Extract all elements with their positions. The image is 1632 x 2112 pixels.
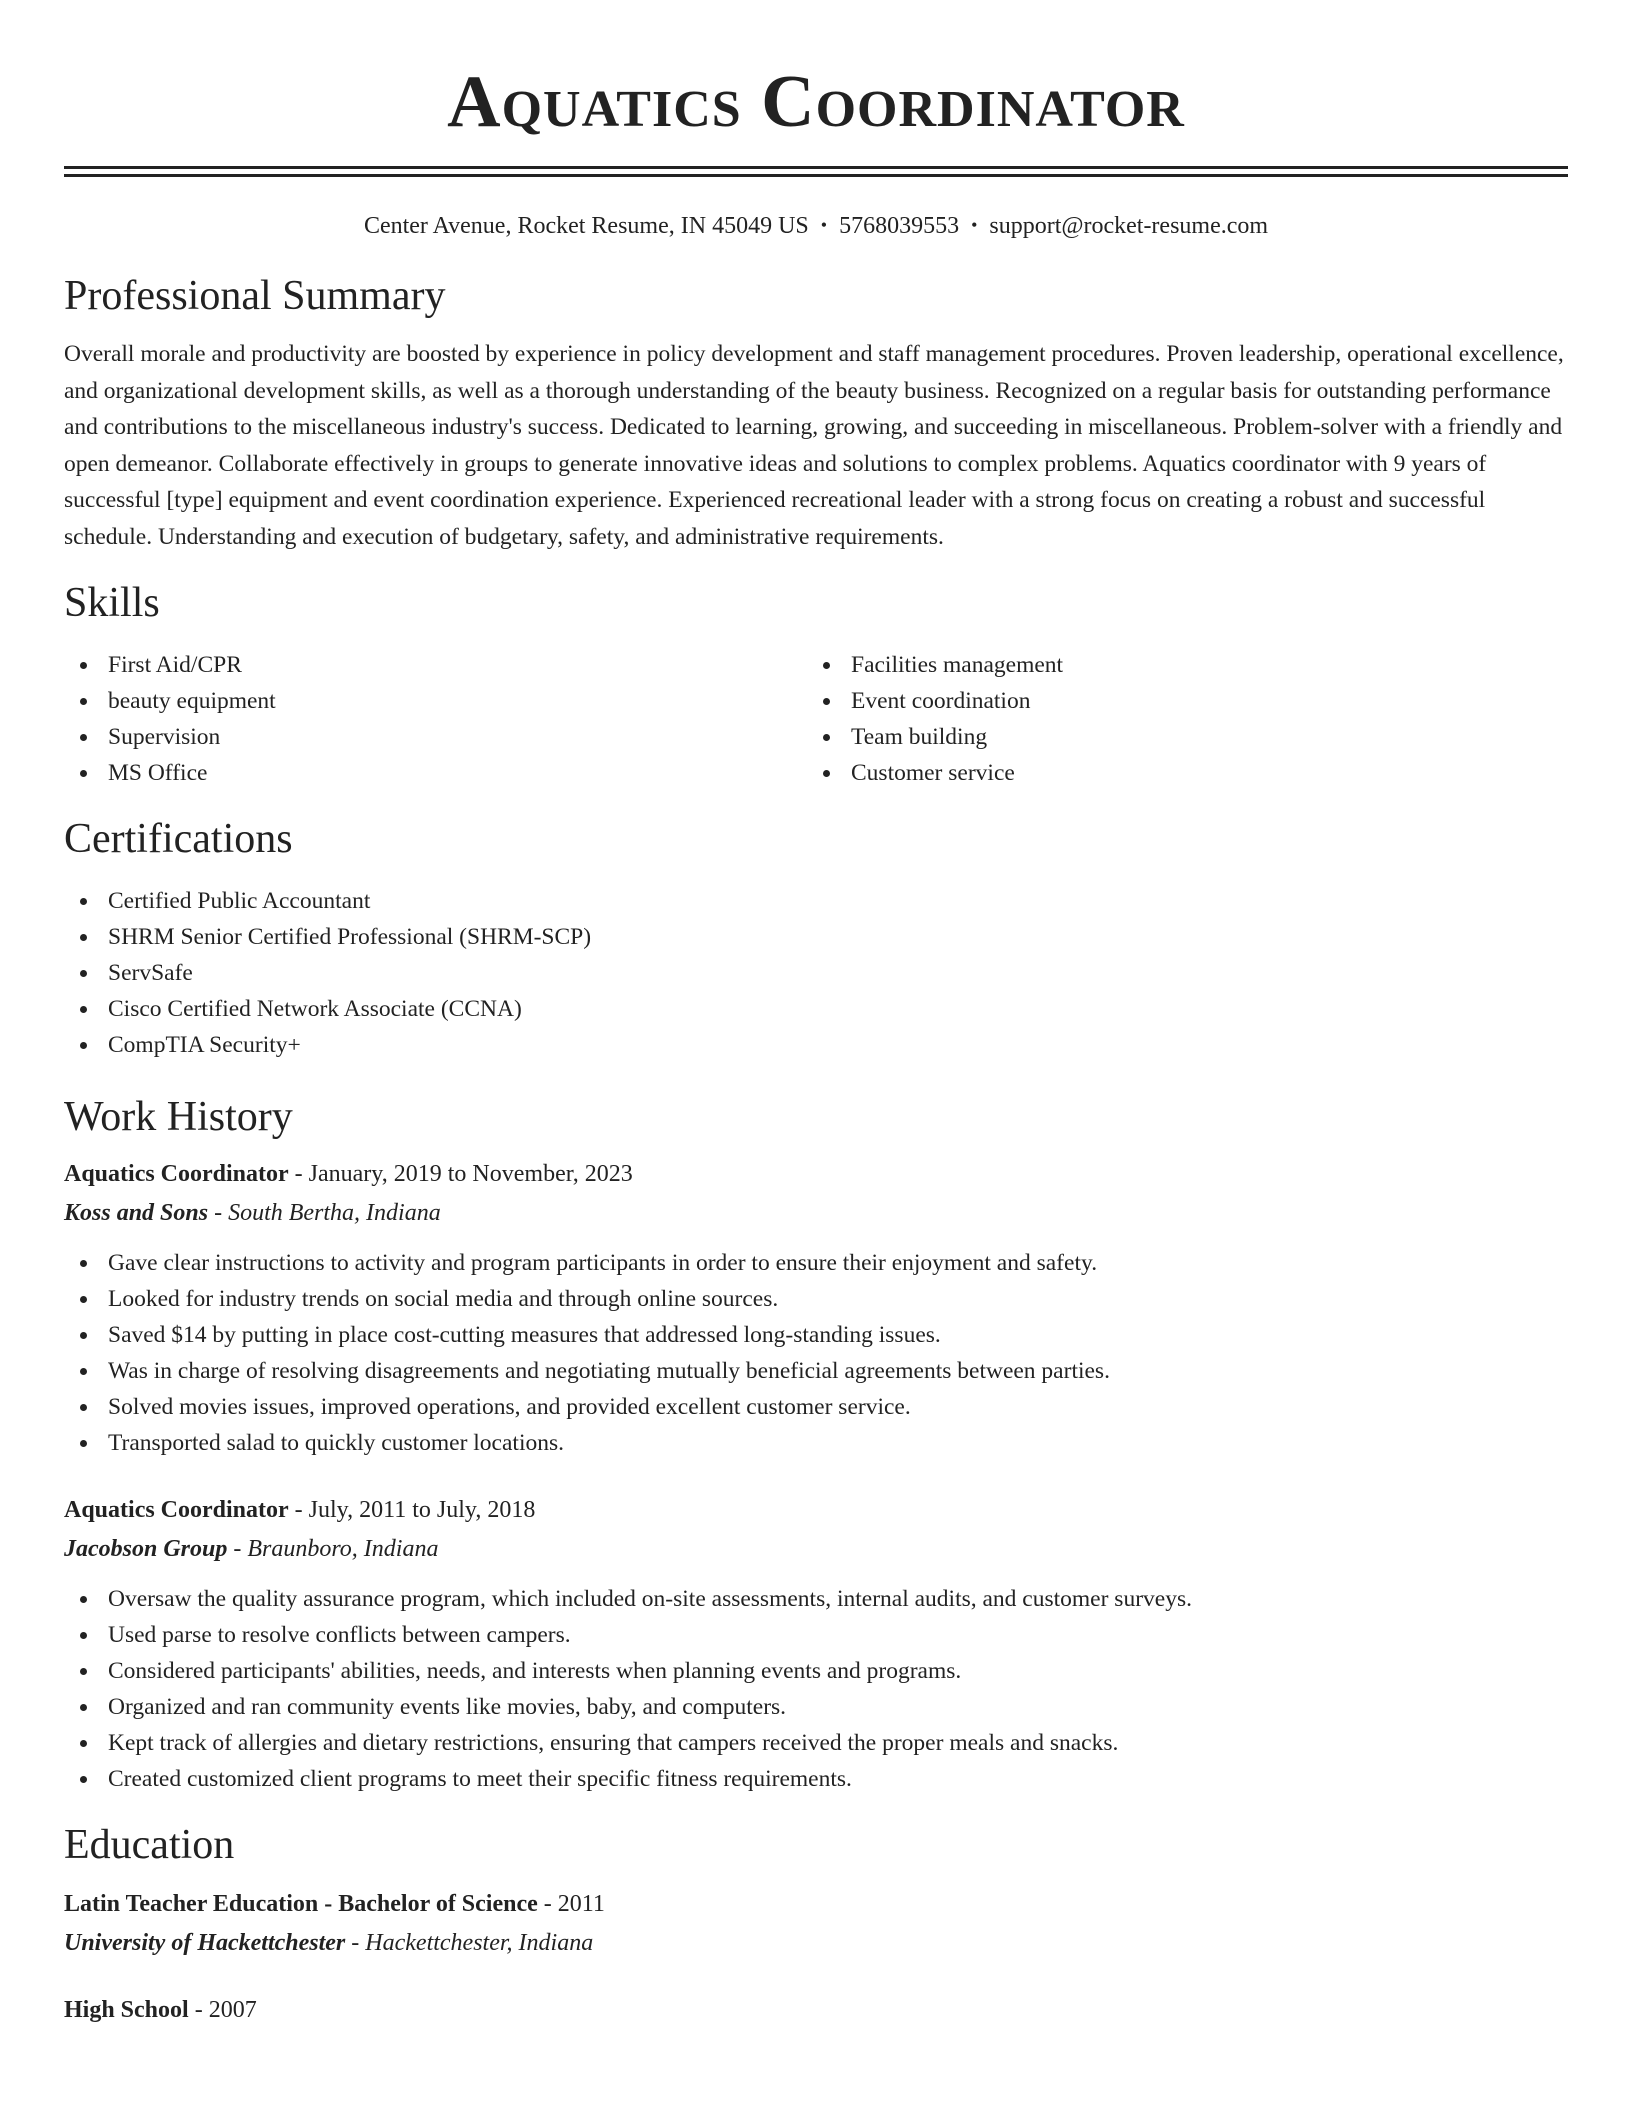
degree-year: - 2011	[537, 1891, 605, 1917]
job-bullet: Used parse to resolve conflicts between campers.	[64, 1617, 1568, 1653]
certifications-heading: Certifications	[64, 816, 293, 862]
degree-year: - 2007	[188, 1997, 257, 2023]
job-bullets	[64, 1245, 1568, 1461]
job-bullet: Kept track of allergies and dietary restrictions, ensuring that campers received the proper meals and snacks.	[64, 1725, 1568, 1761]
certification-item: SHRM Senior Certified Professional (SHRM-SCP)	[64, 919, 1568, 955]
skills-list	[64, 647, 1568, 791]
job-bullet: Organized and ran community events like movies, baby, and computers.	[64, 1689, 1568, 1725]
education-entry	[64, 1991, 1568, 2029]
summary-heading: Professional Summary	[64, 273, 446, 319]
job-bullets	[64, 1581, 1568, 1797]
job-company-line	[64, 1529, 1568, 1569]
certification-item: ServSafe	[64, 955, 1568, 991]
education-entry	[64, 1885, 1568, 1963]
contact-phone: 5768039553	[839, 213, 960, 239]
job-bullet: Considered participants' abilities, needs, and interests when planning events and programs.	[64, 1653, 1568, 1689]
job-bullet: Gave clear instructions to activity and program participants in order to ensure their enjoyment and safety.	[64, 1245, 1568, 1281]
job-bullet: Created customized client programs to meet their specific fitness requirements.	[64, 1761, 1568, 1797]
education-heading: Education	[64, 1822, 235, 1868]
contact-address: Center Avenue, Rocket Resume, IN 45049 US	[363, 213, 809, 239]
certification-item: CompTIA Security+	[64, 1027, 1568, 1063]
summary-text: Overall morale and productivity are boosted by experience in policy development and staff management procedures. Proven leadership, operational excellence, and organizational development skills, as well as a thorough understanding of the beauty business. Recognized on a regular basis for outstanding performance and contributions to the miscellaneous industry's success. Dedicated to learning, growing, and succeeding in miscellaneous. Problem-solver with a friendly and open demeanor. Collaborate effectively in groups to generate innovative ideas and solutions to complex problems. Aquatics coordinator with 9 years of successful [type] equipment and event coordination experience. Experienced recreational leader with a strong focus on creating a robust and successful schedule. Understanding and execution of budgetary, safety, and administrative requirements.	[64, 341, 1564, 550]
skills-heading: Skills	[64, 580, 160, 626]
skill-item: Facilities management	[807, 647, 1568, 683]
skill-item: Supervision	[64, 719, 807, 755]
job-bullet: Saved $14 by putting in place cost-cutting measures that addressed long-standing issues.	[64, 1317, 1568, 1353]
job-title: Aquatics Coordinator	[64, 1497, 289, 1523]
job-bullet: Solved movies issues, improved operations, and provided excellent customer service.	[64, 1389, 1568, 1425]
skills-column-right	[807, 647, 1568, 791]
job-company: Koss and Sons	[64, 1200, 209, 1226]
job-title-line	[64, 1491, 1568, 1529]
skill-item: beauty equipment	[64, 683, 807, 719]
job-dates: - July, 2011 to July, 2018	[288, 1497, 536, 1523]
job-bullet: Was in charge of resolving disagreements and negotiating mutually beneficial agreements between parties.	[64, 1353, 1568, 1389]
skills-column-left	[64, 647, 807, 791]
job-entry	[64, 1491, 1568, 1797]
job-bullet: Looked for industry trends on social media and through online sources.	[64, 1281, 1568, 1317]
certification-item: Cisco Certified Network Associate (CCNA)	[64, 991, 1568, 1027]
job-company-line	[64, 1193, 1568, 1233]
school: University of Hackettchester	[64, 1930, 346, 1956]
skill-item: Event coordination	[807, 683, 1568, 719]
work-history-heading: Work History	[64, 1094, 293, 1140]
contact-separator: •	[820, 215, 828, 235]
job-title-line	[64, 1155, 1568, 1193]
certification-item: Certified Public Accountant	[64, 883, 1568, 919]
skill-item: MS Office	[64, 755, 807, 791]
degree: Latin Teacher Education - Bachelor of Science	[64, 1891, 538, 1917]
title-double-rule	[64, 166, 1568, 177]
school-line	[64, 1923, 1568, 1963]
skill-item: Team building	[807, 719, 1568, 755]
job-entry	[64, 1155, 1568, 1461]
job-location: - Braunboro, Indiana	[227, 1536, 439, 1562]
skill-item: First Aid/CPR	[64, 647, 807, 683]
contact-email: support@rocket-resume.com	[989, 213, 1269, 239]
job-bullet: Oversaw the quality assurance program, which included on-site assessments, internal audits, and customer surveys.	[64, 1581, 1568, 1617]
job-dates: - January, 2019 to November, 2023	[288, 1161, 633, 1187]
contact-line	[64, 209, 1568, 242]
resume-title: Aquatics Coordinator	[447, 61, 1185, 143]
job-title: Aquatics Coordinator	[64, 1161, 289, 1187]
job-location: - South Bertha, Indiana	[208, 1200, 441, 1226]
school-location: - Hackettchester, Indiana	[345, 1930, 594, 1956]
degree-line	[64, 1991, 1568, 2029]
skill-item: Customer service	[807, 755, 1568, 791]
job-bullet: Transported salad to quickly customer locations.	[64, 1425, 1568, 1461]
job-company: Jacobson Group	[64, 1536, 228, 1562]
degree-line	[64, 1885, 1568, 1923]
certifications-list	[64, 883, 1568, 1063]
degree: High School	[64, 1997, 189, 2023]
contact-separator: •	[971, 215, 978, 235]
